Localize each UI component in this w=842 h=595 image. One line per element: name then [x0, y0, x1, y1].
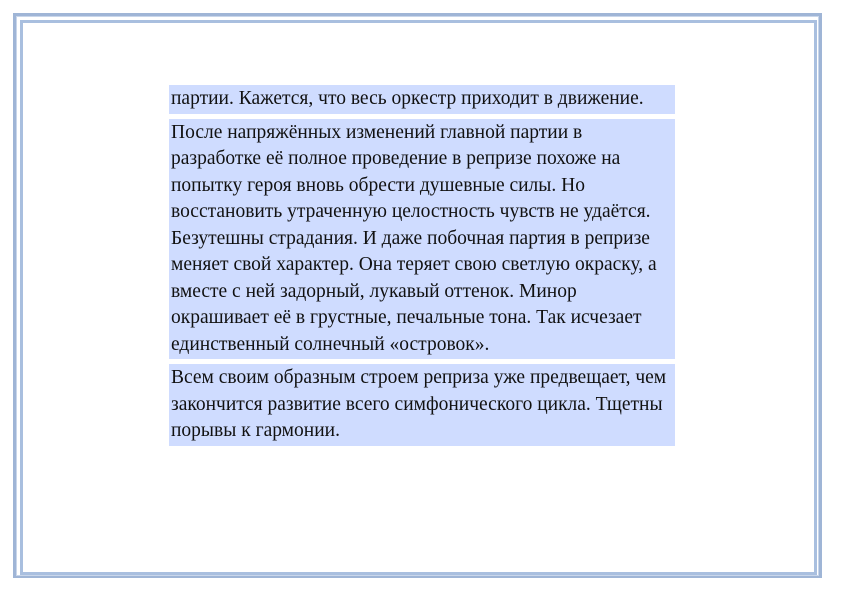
- paragraph-1: [169, 85, 675, 114]
- paragraph-2: [169, 119, 675, 360]
- paragraph-1-text: партии. Кажется, что весь оркестр приходит в движение.: [169, 85, 675, 114]
- paragraph-3-text: Всем своим образным строем реприза уже предвещает, чем закончится развитие всего симфонического цикла. Тщетны порывы к гармонии.: [169, 364, 675, 446]
- slide-text-block: [169, 85, 675, 451]
- paragraph-3: [169, 364, 675, 446]
- paragraph-2-text: После напряжённых изменений главной партии в разработке её полное проведение в репризе похоже на попытку героя вновь обрести душевные силы. Но восстановить утраченную целостность чувств не удаётся. Безутешны страдания. И даже побочная партия в репризе меняет свой характер. Она теряет свою светлую окраску, а вместе с ней задорный, лукавый оттенок. Минор окрашивает её в грустные, печальные тона. Так исчезает единственный солнечный «островок».: [169, 119, 675, 360]
